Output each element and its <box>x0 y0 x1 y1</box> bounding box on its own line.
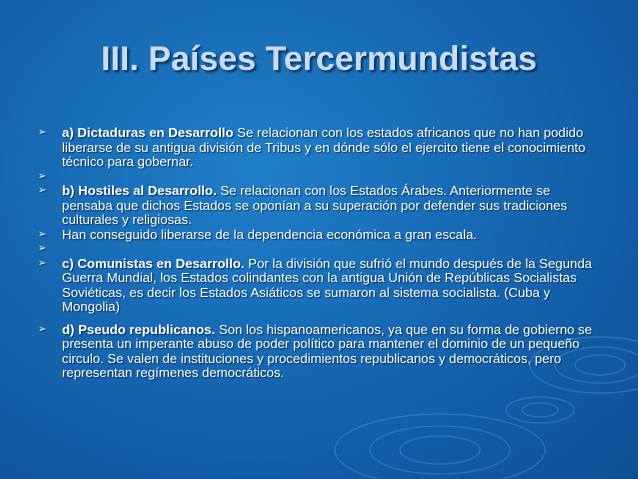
item-heading: d) Pseudo republicanos. <box>62 321 216 337</box>
item-text: Son los hispanoamericanos, ya que en su forma de gobierno se presenta un imperante abuso de poder político para mantener el dominio de un pequeño circulo. Se valen de instituciones y procedimientos republicanos y democráticos, pero representan regímenes democráticos. <box>62 321 592 380</box>
item-heading: c) Comunistas en Desarrollo. <box>62 255 245 271</box>
item-heading: a) Dictaduras en Desarrollo <box>62 125 234 140</box>
list-item <box>38 126 604 170</box>
arrow-bullet-icon: ➢ <box>38 228 47 240</box>
item-text: Se relacionan con los estados africanos que no han podido liberarse de su antigua división de Tribus y en dónde sólo el ejercito tiene el conocimiento técnico para gobernar. <box>62 125 586 169</box>
arrow-bullet-icon: ➢ <box>38 170 47 182</box>
item-text: Se relacionan con los Estados Árabes. Anteriormente se pensaba que dichos Estados se oponían a su superación por defender sus tradiciones culturales y religiosas. <box>62 183 568 227</box>
arrow-bullet-icon: ➢ <box>38 127 47 138</box>
arrow-bullet-icon: ➢ <box>38 185 47 196</box>
list-item <box>38 170 604 185</box>
item-text: Han conseguido liberarse de la dependencia económica a gran escala. <box>62 226 477 242</box>
list-item <box>38 242 604 257</box>
item-text: Por la división que sufrió el mundo después de la Segunda Guerra Mundial, los Estados colindantes con la antigua Unión de Repúblicas Socialistas Soviéticas, es decir los Estados Asiáticos se sumaron al sistema socialista. (Cuba y Mongolia) <box>62 255 592 314</box>
arrow-bullet-icon: ➢ <box>38 257 47 269</box>
list-item <box>38 228 604 243</box>
arrow-bullet-icon: ➢ <box>38 323 47 335</box>
arrow-bullet-icon: ➢ <box>38 243 47 254</box>
list-item <box>38 184 604 228</box>
list-item <box>38 323 604 381</box>
slide-title: III. Países Tercermundistas <box>101 40 537 78</box>
list-item <box>38 257 604 315</box>
item-heading: b) Hostiles al Desarrollo. <box>62 183 217 198</box>
bullet-list <box>38 126 604 381</box>
